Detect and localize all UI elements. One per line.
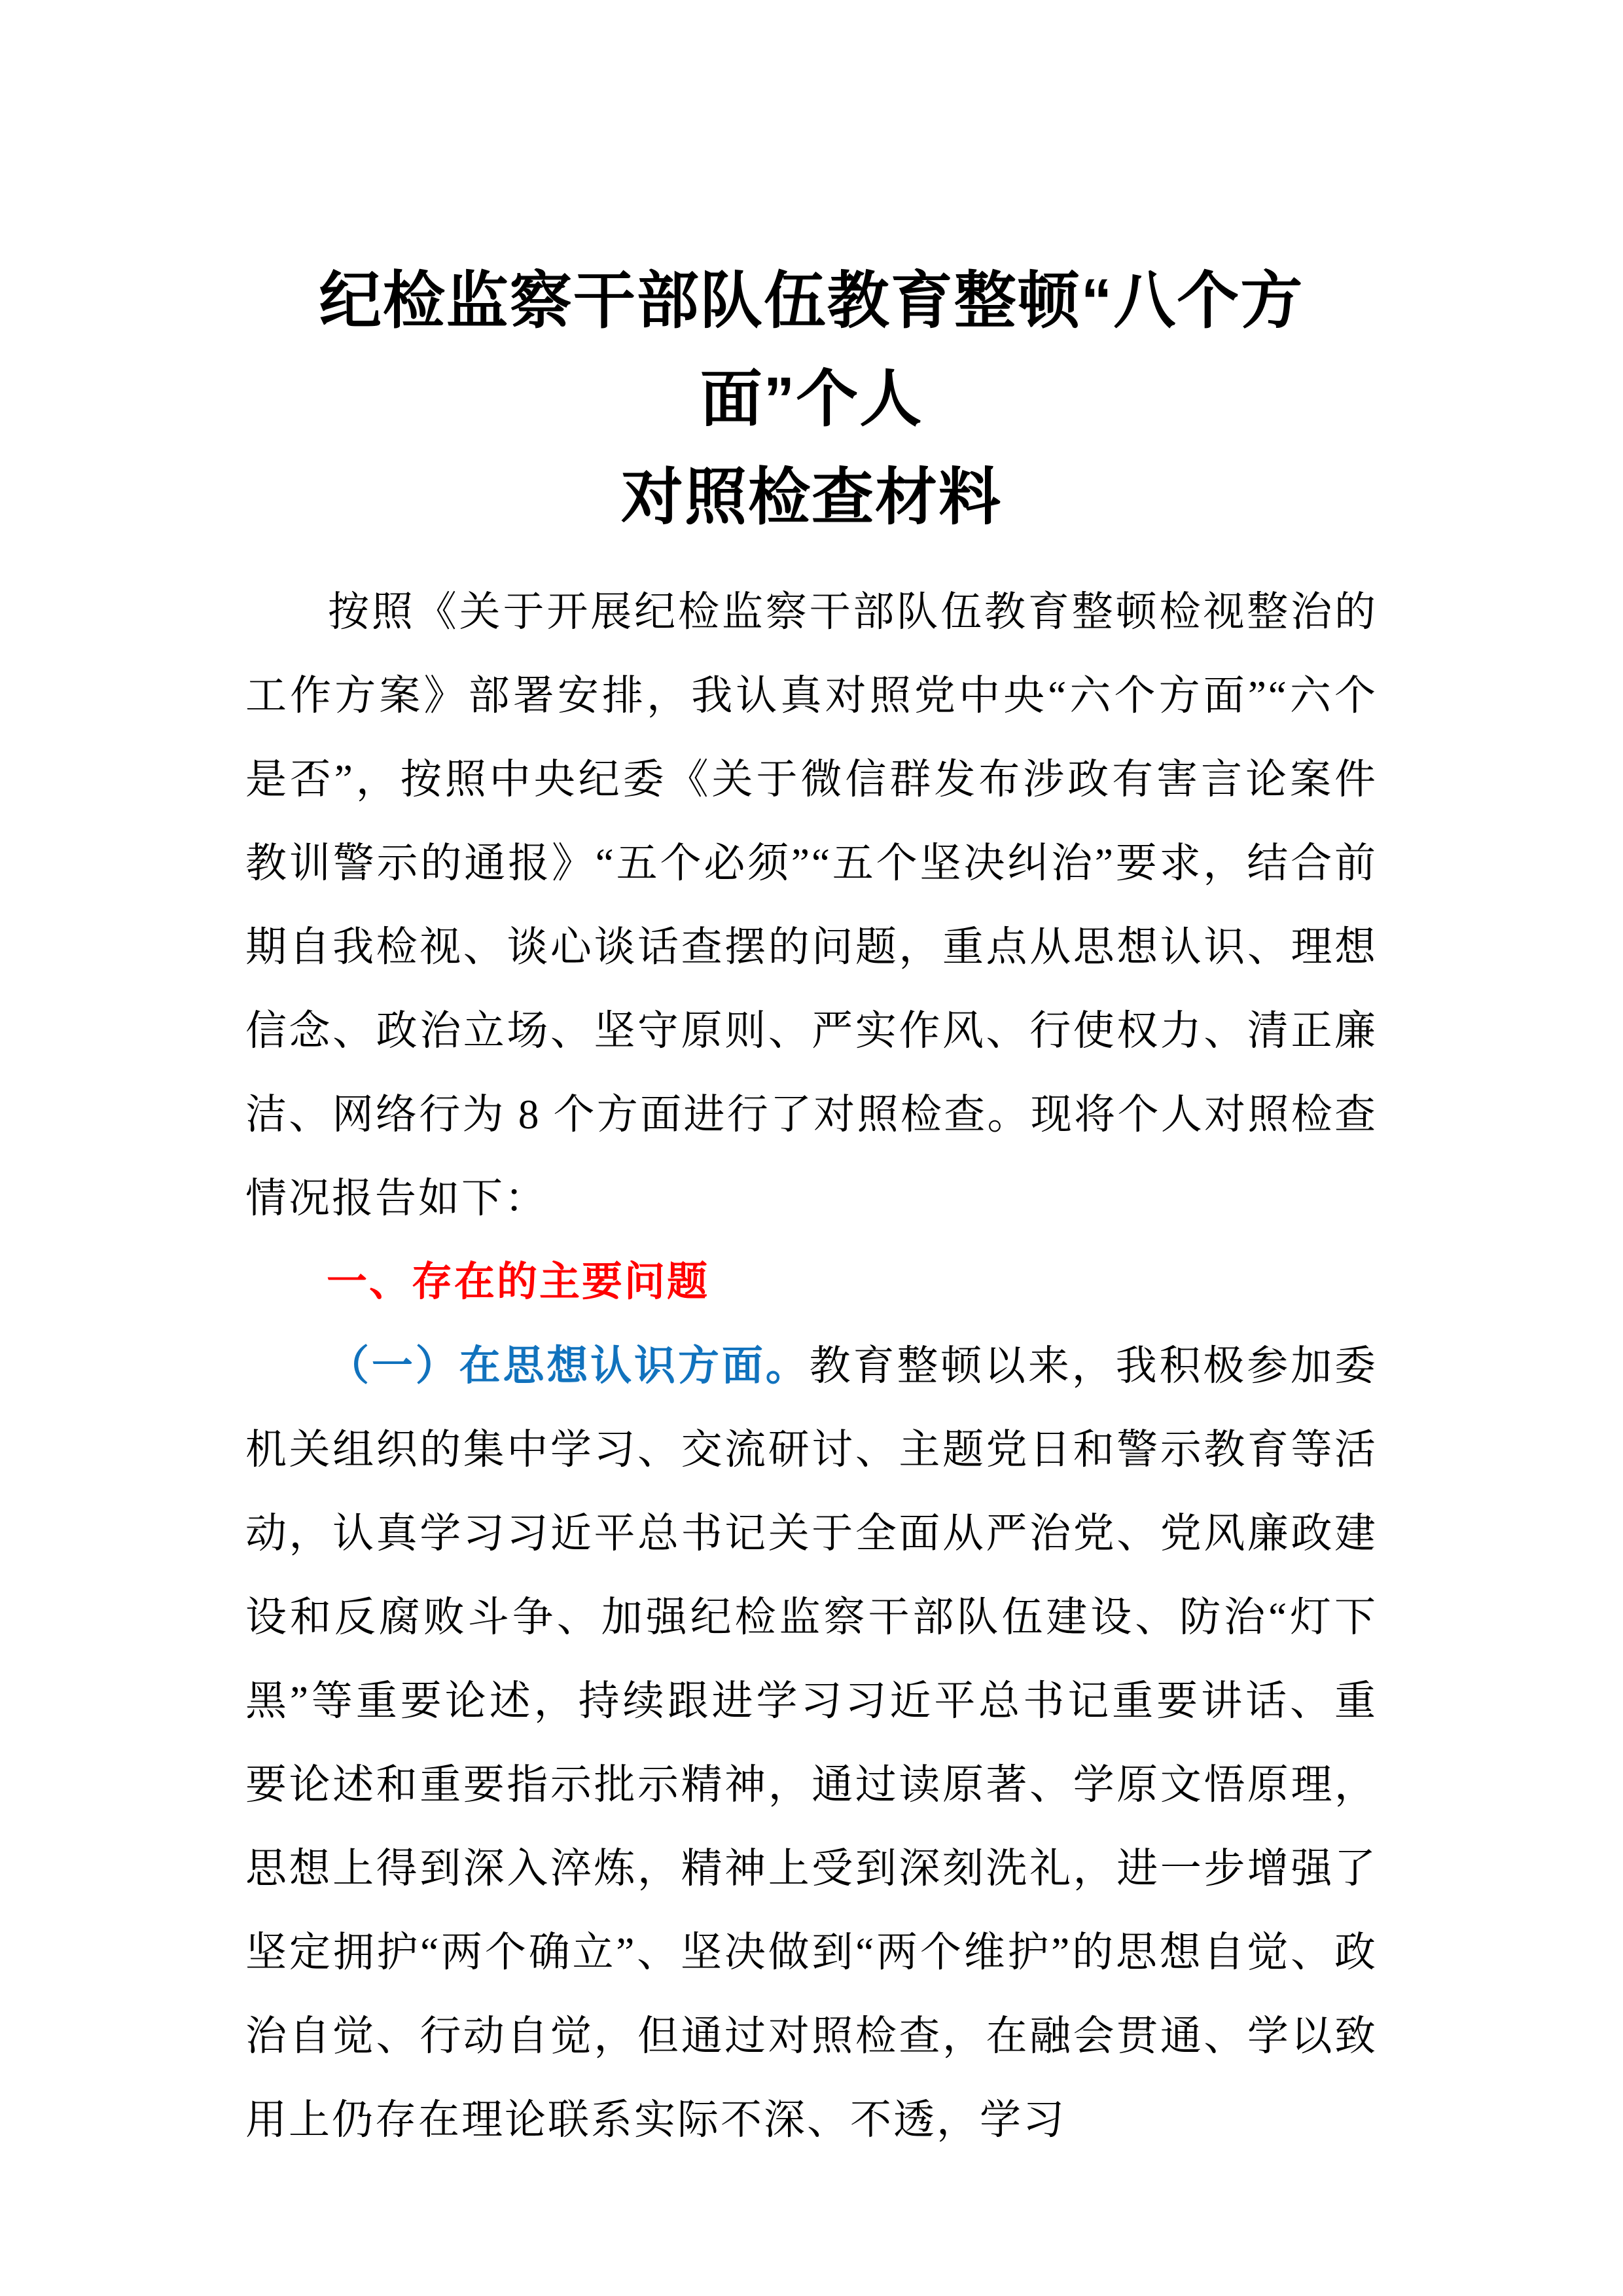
document-title-line-2: 对照检查材料 [620, 463, 1002, 532]
item-1-lead-phrase: （一）在思想认识方面。 [328, 1343, 810, 1389]
document-title [245, 252, 1378, 547]
item-1-body-text: 教育整顿以来，我积极参加委机关组织的集中学习、交流研讨、主题党日和警示教育等活动，认真学习习近平总书记关于全面从严治党、党风廉政建设和反腐败斗争、加强纪检监察干部队伍建设、防治“灯下黑”等重要论述，持续跟进学习习近平总书记重要讲话、重要论述和重要指示批示精神，通过读原著、学原文悟原理，思想上得到深入淬炼，精神上受到深刻洗礼，进一步增强了坚定拥护“两个确立”、坚决做到“两个维护”的思想自觉、政治自觉、行动自觉，但通过对照检查，在融会贯通、学以致用上仍存在理论联系实际不深、不透，学习 [245, 1343, 1378, 2143]
opening-paragraph: 按照《关于开展纪检监察干部队伍教育整顿检视整治的工作方案》部署安排，我认真对照党中央“六个方面”“六个是否”，按照中央纪委《关于微信群发布涉政有害言论案件教训警示的通报》“五个必须”“五个坚决纠治”要求，结合前期自我检视、谈心谈话查摆的问题，重点从思想认识、理想信念、政治立场、坚守原则、严实作风、行使权力、清正廉洁、网络行为 8 个方面进行了对照检查。现将个人对照检查情况报告如下： [245, 589, 1378, 1221]
document-title-line-1: 纪检监察干部队伍教育整顿“八个方面”个人 [319, 266, 1304, 434]
section-1-heading: 一、存在的主要问题 [327, 1259, 710, 1304]
section-1-item-1-paragraph [245, 1324, 1378, 2162]
